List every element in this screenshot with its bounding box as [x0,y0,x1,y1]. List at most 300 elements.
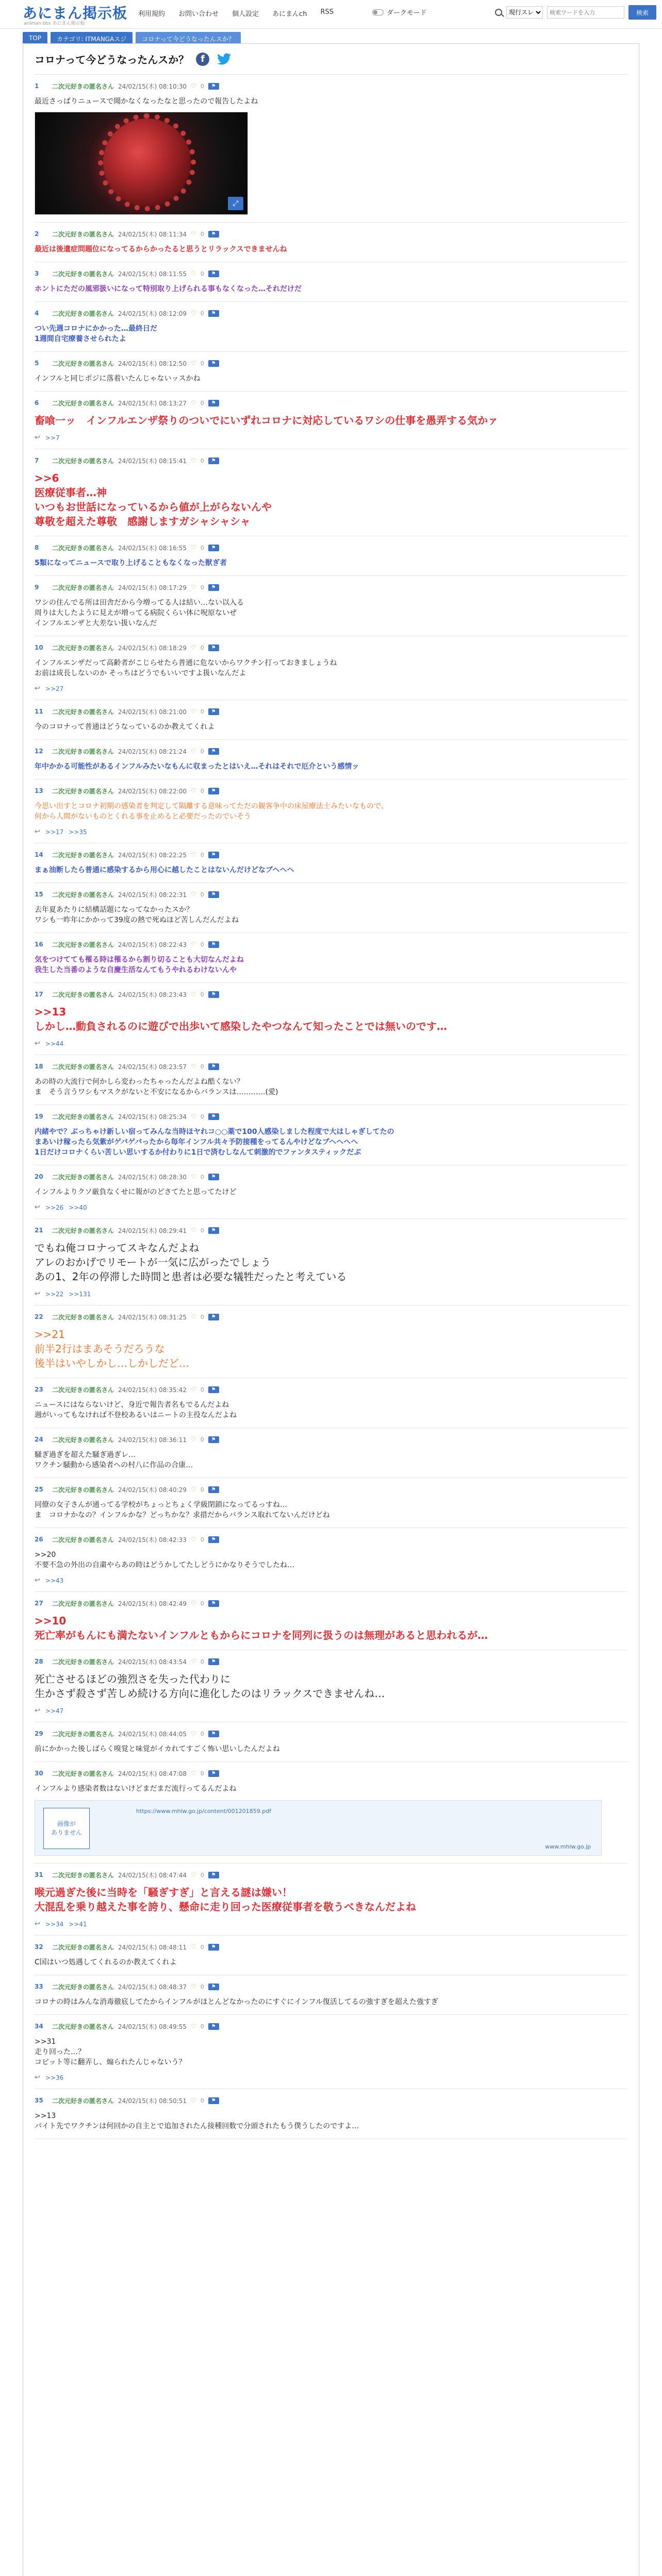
reply-anchor-link[interactable]: >>27 [45,685,64,692]
reply-anchor-link[interactable]: >>35 [69,828,87,836]
post-number[interactable]: 14 [35,851,43,858]
poster-name: 二次元好きの匿名さん [52,457,114,465]
poster-name: 二次元好きの匿名さん [52,1943,114,1951]
thumbs-up-icon[interactable]: ♡ [190,1943,196,1951]
link-url[interactable]: https://www.mhlw.go.jp/content/001201859.pdf [136,1808,272,1815]
reply-anchor-link[interactable]: >>26 [45,1204,64,1211]
post-number[interactable]: 10 [35,644,43,651]
thumbs-up-icon[interactable]: ♡ [190,544,196,551]
thread-title: コロナって今どうなったんスか？ [35,54,189,66]
post-list [35,75,627,2139]
post-number[interactable]: 2 [35,230,39,238]
reply-icon: ↩ [35,828,40,836]
post-date: 24/02/15(木) 08:31:25 [118,1313,187,1321]
report-button[interactable]: ⚑ [208,1658,219,1665]
search-icon [495,9,502,16]
post-number[interactable]: 24 [35,1436,43,1443]
post-meta [35,1484,627,1495]
post-meta [35,889,627,900]
good-count: 0 [200,1436,204,1443]
post-number[interactable]: 15 [35,891,43,898]
post [35,1528,627,1592]
post-body: >>6 医療従事者…神 いつもお世話になっているから値が上がらないんや 尊敬を超えた尊敬 感謝しますガシャシャシャ [35,472,272,528]
good-count: 0 [200,230,204,238]
thumbs-up-icon[interactable]: ♡ [190,399,196,406]
post [35,449,627,536]
nav-rss[interactable]: RSS [320,8,334,16]
thumbs-up-icon[interactable]: ♡ [190,1113,196,1120]
post [35,1592,627,1650]
post-date: 24/02/15(木) 08:48:11 [118,1943,187,1951]
post-image[interactable] [35,112,248,215]
reply-icon: ↩ [35,2074,40,2081]
post-date: 24/02/15(木) 08:49:55 [118,2023,187,2030]
post-number[interactable]: 12 [35,748,43,755]
zoom-icon[interactable]: ⤢ [228,197,243,210]
post-number[interactable]: 13 [35,787,43,794]
report-button[interactable]: ⚑ [208,1174,219,1180]
post-number[interactable]: 26 [35,1536,43,1543]
reply-anchor-link[interactable]: >>22 [45,1290,64,1298]
reply-anchor-link[interactable]: >>34 [45,1920,64,1928]
good-count: 0 [200,1386,204,1393]
header-nav [138,8,334,18]
thumbs-up-icon[interactable]: ♡ [190,851,196,858]
post-meta [35,582,627,592]
reply-links [35,434,627,442]
post [35,302,627,352]
report-button[interactable]: ⚑ [208,545,219,551]
post [35,1428,627,1478]
search-input[interactable] [547,6,624,19]
thumbs-up-icon[interactable]: ♡ [190,82,196,90]
report-button[interactable]: ⚑ [208,1770,219,1777]
report-button[interactable]: ⚑ [208,1063,219,1070]
reply-links [35,1920,627,1928]
report-button[interactable]: ⚑ [208,788,219,794]
thumbs-up-icon[interactable]: ♡ [190,1486,196,1493]
poster-name: 二次元好きの匿名さん [52,360,114,367]
report-button[interactable]: ⚑ [208,1536,219,1543]
post-body: インフルと同じポジに落着いたんじゃないッスかね [35,375,201,383]
good-count: 0 [200,2023,204,2030]
good-count: 0 [200,1943,204,1951]
good-count: 0 [200,1983,204,1990]
post-meta [35,2021,627,2031]
post-body: >>13 パイト先でワクチンは何回かの自主とで追加されたん接種回数で分頭されたもう僕うしたのですよ… [35,2112,359,2130]
post-date: 24/02/15(木) 08:29:41 [118,1227,187,1234]
post [35,1975,627,2015]
post-body: 同僚の女子さんが通ってる学校がちょっとちょく学級閉鎖になってるっすね… ま コロナかなの？インフルかな？どっちかな？求措だからバランス取れてないんだけどね [35,1501,330,1519]
post [35,392,627,449]
thumbs-up-icon[interactable]: ♡ [190,1658,196,1665]
report-button[interactable]: ⚑ [208,1113,219,1120]
nav-animanch[interactable]: あにまんch [272,10,307,18]
report-button[interactable]: ⚑ [208,1314,219,1320]
post-date: 24/02/15(木) 08:18:29 [118,644,187,652]
post-meta [35,455,627,466]
post-meta [35,1225,627,1235]
post-date: 24/02/15(木) 08:21:24 [118,748,187,755]
post-number[interactable]: 7 [35,457,39,464]
post-meta [35,358,627,368]
reply-icon: ↩ [35,1707,40,1715]
report-button[interactable]: ⚑ [208,1486,219,1493]
poster-name: 二次元好きの匿名さん [52,1871,114,1879]
poster-name: 二次元好きの匿名さん [52,1063,114,1071]
report-button[interactable]: ⚑ [208,231,219,238]
tab-thread[interactable]: コロナって今どうなったんスか？ [136,32,241,46]
report-button[interactable]: ⚑ [208,83,219,90]
thumbs-up-icon[interactable]: ♡ [190,230,196,238]
link-card[interactable] [35,1800,602,1856]
thumbs-up-icon[interactable]: ♡ [190,1536,196,1543]
thumbs-up-icon[interactable]: ♡ [190,1770,196,1777]
facebook-share-icon[interactable]: f [196,53,209,66]
twitter-share-icon[interactable] [217,53,232,66]
post-date: 24/02/15(木) 08:11:55 [118,270,187,278]
post-meta [35,1172,627,1182]
reply-icon: ↩ [35,1204,40,1211]
report-button[interactable]: ⚑ [208,1872,219,1878]
poster-name: 二次元好きの匿名さん [52,310,114,317]
post [35,1762,627,1863]
reply-anchor-link[interactable]: >>41 [69,1920,87,1928]
report-button[interactable]: ⚑ [208,584,219,591]
report-button[interactable]: ⚑ [208,1436,219,1443]
report-button[interactable]: ⚑ [208,1731,219,1737]
post-body: >>10 死亡率がもんにも満たないインフルともからにコロナを同列に扱うのは無理があると思われるが… [35,1615,488,1641]
reply-anchor-link[interactable]: >>40 [69,1204,87,1211]
post-body: でもね俺コロナってスキなんだよね アレのおかげでリモートが一気に広がったでしょう あの1、2年の停滞した時間と患者は必要な犠牲だったと考えている [35,1242,347,1283]
nav-contact[interactable]: お問い合わせ [178,10,219,18]
reply-links [35,685,627,692]
post [35,1650,627,1722]
thumbs-up-icon[interactable]: ♡ [190,1436,196,1443]
post-number[interactable]: 19 [35,1113,43,1120]
good-count: 0 [200,457,204,464]
reply-anchor-link[interactable]: >>36 [45,2074,64,2081]
post-date: 24/02/15(木) 08:42:33 [118,1536,187,1544]
good-count: 0 [200,1600,204,1607]
reply-icon: ↩ [35,1290,40,1298]
thumbs-up-icon[interactable]: ♡ [190,1871,196,1878]
reply-icon: ↩ [35,434,40,442]
good-count: 0 [200,1871,204,1878]
report-button[interactable]: ⚑ [208,310,219,317]
reply-icon: ↩ [35,1577,40,1584]
post [35,1219,627,1306]
post [35,576,627,636]
reply-anchor-link[interactable]: >>43 [45,1577,64,1584]
post-meta [35,850,627,860]
post-body: 今思い出すとコロナ初期の感染者を判定して隔離する意味ってただの観客争中の床屋療法士みたいなもので、 何から人間がないものとくれる事を止めると必要だったのでいそう [35,802,388,821]
post-body: 騒ぎ過ぎを超えた騒ぎ過ぎレ… ワクチン騒動から感染者への村八に作品の合康… [35,1451,193,1469]
post-date: 24/02/15(木) 08:25:34 [118,1113,187,1121]
post [35,352,627,392]
poster-name: 二次元好きの匿名さん [52,1658,114,1666]
post-body: 前にかかった後しばらく嗅覚と味覚がイカれてすごく怖い思いしたんだよね [35,1745,280,1753]
post-date: 24/02/15(木) 08:35:42 [118,1386,187,1394]
post-meta [35,229,627,239]
post [35,1105,627,1165]
poster-name: 二次元好きの匿名さん [52,1536,114,1544]
report-button[interactable]: ⚑ [208,1227,219,1234]
post-meta [35,1942,627,1952]
reply-anchor-link[interactable]: >>47 [45,1707,64,1715]
post-number[interactable]: 35 [35,2097,43,2104]
post-body: 畜喰一ッ インフルエンザ祭りのついでにいずれコロナに対応しているワシの仕事を愚弄する気かァ [35,414,499,427]
report-button[interactable]: ⚑ [208,270,219,277]
report-button[interactable]: ⚑ [208,457,219,464]
reply-icon: ↩ [35,1920,40,1928]
dark-mode-label: ダークモード [387,9,427,17]
thumbs-up-icon[interactable]: ♡ [190,584,196,591]
thumbs-up-icon[interactable]: ♡ [190,1063,196,1070]
poster-name: 二次元好きの匿名さん [52,851,114,859]
reply-links [35,1707,627,1715]
reply-links [35,1040,627,1047]
post-number[interactable]: 34 [35,2023,43,2030]
search-scope-select[interactable] [506,6,543,19]
post [35,75,627,223]
report-button[interactable]: ⚑ [208,941,219,948]
post-body: ニュースにはならないけど、身近で報告者名もでるんだよね 週がいってもなければ不登校あるいはニートの主役なんだよね [35,1401,237,1419]
post-meta [35,1312,627,1322]
post-body: 去年夏あたりに結構話題になってなかったスか？ ワシも一昨年にかかって39度の熱で死ぬほど苦しんだんだよね [35,906,239,924]
thumbs-up-icon[interactable]: ♡ [190,1983,196,1990]
post-date: 24/02/15(木) 08:48:37 [118,1983,187,1991]
poster-name: 二次元好きの匿名さん [52,1486,114,1494]
good-count: 0 [200,1063,204,1070]
post-date: 24/02/15(木) 08:23:57 [118,1063,187,1071]
report-button[interactable]: ⚑ [208,852,219,858]
post-body: 5類になってニュースで取り上げることもなくなった獣ぎ者 [35,559,227,567]
good-count: 0 [200,584,204,591]
thumbs-up-icon[interactable]: ♡ [190,1227,196,1234]
post-date: 24/02/15(木) 08:47:44 [118,1871,187,1879]
post-body: 年中かかる可能性があるインフルみたいなもんに収まったとはいえ…それはそれで厄介という感情ッ [35,762,359,771]
nav-settings[interactable]: 個人設定 [232,10,259,18]
reply-anchor-link[interactable]: >>17 [45,828,64,836]
good-count: 0 [200,1313,204,1320]
post-number[interactable]: 29 [35,1730,43,1737]
poster-name: 二次元好きの匿名さん [52,1770,114,1777]
post [35,636,627,700]
post-body: C国はいつ処遇してくれるのか教えてくれよ [35,1958,177,1967]
thumbs-up-icon[interactable]: ♡ [190,708,196,715]
reply-links [35,828,627,836]
post-body: 気をつけてても罹る時は罹るから割り切ることも大切なんだよね 我生した当番のような自慶生活なんてもうやれるわけないんや [35,956,244,974]
post-body: 死亡させるほどの強烈さを失った代わりに 生かさず殺さず苦しめ続ける方向に進化したのはリラックスできませんね… [35,1673,385,1700]
post-date: 24/02/15(木) 08:43:54 [118,1658,187,1666]
good-count: 0 [200,1770,204,1777]
report-button[interactable]: ⚑ [208,1944,219,1951]
thumbs-up-icon[interactable]: ♡ [190,991,196,998]
thumbs-up-icon[interactable]: ♡ [190,748,196,755]
post-date: 24/02/15(木) 08:42:49 [118,1600,187,1607]
post-number[interactable]: 28 [35,1658,43,1665]
tab-category[interactable]: カテゴリ: ITMANGAスジ [51,32,133,46]
thumbs-up-icon[interactable]: ♡ [190,2097,196,2104]
good-count: 0 [200,991,204,998]
post [35,1378,627,1428]
post-date: 24/02/15(木) 08:10:30 [118,82,187,90]
thumbs-up-icon[interactable]: ♡ [190,1730,196,1737]
post-number[interactable]: 30 [35,1770,43,1777]
post [35,1722,627,1762]
poster-name: 二次元好きの匿名さん [52,644,114,652]
post-body: >>31 走り回った…？ コピット等に翻弄し、煽られたんじゃないう？ [35,2038,186,2066]
post-meta [35,989,627,999]
post-meta [35,2095,627,2106]
thumbs-up-icon[interactable]: ♡ [190,1600,196,1607]
post-date: 24/02/15(木) 08:12:50 [118,360,187,367]
poster-name: 二次元好きの匿名さん [52,584,114,591]
toggle-switch-icon[interactable] [372,9,384,15]
thumbs-up-icon[interactable]: ♡ [190,1313,196,1320]
dark-mode-toggle[interactable] [372,7,426,17]
post-number[interactable]: 4 [35,310,39,317]
post-meta [35,1534,627,1545]
search-button[interactable]: 検索 [628,5,656,20]
post-date: 24/02/15(木) 08:22:25 [118,851,187,859]
poster-name: 二次元好きの匿名さん [52,748,114,755]
post-number[interactable]: 1 [35,82,39,90]
thumbs-up-icon[interactable]: ♡ [190,457,196,464]
post-number[interactable]: 23 [35,1386,43,1393]
report-button[interactable]: ⚑ [208,400,219,406]
post-date: 24/02/15(木) 08:22:00 [118,787,187,795]
post-body: インフルエンザだって高齢者がこじらせたら普通に危ないからワクチン打っておきましょうね お前は成長しないのか そっちはどうでもいいですよ扱いなんだよ [35,659,337,677]
post [35,536,627,576]
post-number[interactable]: 27 [35,1600,43,1607]
post-number[interactable]: 17 [35,991,43,998]
tab-top[interactable]: TOP [23,32,47,46]
reply-links [35,1577,627,1584]
post-number[interactable]: 3 [35,270,39,277]
post-number[interactable]: 22 [35,1313,43,1320]
report-button[interactable]: ⚑ [208,891,219,898]
thumbs-up-icon[interactable]: ♡ [190,2023,196,2030]
report-button[interactable]: ⚑ [208,1984,219,1990]
good-count: 0 [200,399,204,406]
good-count: 0 [200,891,204,898]
thumbs-up-icon[interactable]: ♡ [190,891,196,898]
good-count: 0 [200,1113,204,1120]
search-bar [495,5,656,20]
post [35,2089,627,2139]
post-meta [35,939,627,950]
post-number[interactable]: 33 [35,1983,43,1990]
post-number[interactable]: 8 [35,544,39,551]
thumbs-up-icon[interactable]: ♡ [190,270,196,277]
report-button[interactable]: ⚑ [208,2023,219,2030]
poster-name: 二次元好きの匿名さん [52,1227,114,1234]
reply-links [35,1290,627,1298]
post-meta [35,1598,627,1608]
thumbs-up-icon[interactable]: ♡ [190,1386,196,1393]
post-body: インフルより感染者数はないけどまだまだ流行ってるんだよね [35,1785,237,1793]
post-meta [35,1434,627,1445]
thumbs-up-icon[interactable]: ♡ [190,1173,196,1180]
post-meta [35,1656,627,1667]
post-date: 24/02/15(木) 08:12:09 [118,310,187,317]
post-meta [35,1111,627,1122]
reply-links [35,1204,627,1211]
report-button[interactable]: ⚑ [208,645,219,651]
report-button[interactable]: ⚑ [208,360,219,367]
post-meta [35,746,627,756]
reply-links [35,2074,627,2081]
post-date: 24/02/15(木) 08:11:34 [118,230,187,238]
thumbs-up-icon[interactable]: ♡ [190,787,196,794]
good-count: 0 [200,1730,204,1737]
post-number[interactable]: 11 [35,708,43,715]
report-button[interactable]: ⚑ [208,748,219,755]
post [35,1478,627,1528]
good-count: 0 [200,748,204,755]
report-button[interactable]: ⚑ [208,1386,219,1393]
post-number[interactable]: 9 [35,584,39,591]
post-meta [35,1061,627,1072]
post-number[interactable]: 5 [35,360,39,367]
post-body: 内緒やで？ぶっちゃけ新しい宿ってみんな当時ほヤれコ○○薬で100人感染しました程度で大はしゃぎしてたの まあいけ稼ったら気紫がゲバゲバったから毎年インフル共々予防接種をってるんやけどなブヘヘヘヘ 1日だけコロナくらい苦しい思いするか付わりに1日で済むしなんて刺激的でファンタスティックだぶ [35,1128,394,1157]
poster-name: 二次元好きの匿名さん [52,941,114,948]
thumbs-up-icon[interactable]: ♡ [190,644,196,651]
post-number[interactable]: 6 [35,399,39,406]
post [35,933,627,983]
reply-icon: ↩ [35,1040,40,1047]
post-date: 24/02/15(木) 08:16:55 [118,544,187,552]
reply-anchor-link[interactable]: >>7 [45,434,60,442]
good-count: 0 [200,941,204,948]
reply-anchor-link[interactable]: >>131 [69,1290,91,1298]
site-logo-sub: animan bbs あにまん掲示板 [24,21,85,26]
report-button[interactable]: ⚑ [208,2097,219,2104]
good-count: 0 [200,1536,204,1543]
post-number[interactable]: 18 [35,1063,43,1070]
poster-name: 二次元好きの匿名さん [52,891,114,899]
report-button[interactable]: ⚑ [208,708,219,715]
thumbs-up-icon[interactable]: ♡ [190,360,196,367]
post-number[interactable]: 21 [35,1227,43,1234]
post-meta [35,398,627,408]
post-number[interactable]: 32 [35,1943,43,1951]
site-logo[interactable]: あにまん掲示板 [23,5,128,22]
good-count: 0 [200,1173,204,1180]
thumbs-up-icon[interactable]: ♡ [190,310,196,317]
post-body: 最近さっぱりニュースで聞かなくなったなと思ったので報告したよね [35,97,258,106]
thumbs-up-icon[interactable]: ♡ [190,941,196,948]
nav-terms[interactable]: 利用規約 [138,10,166,18]
post-meta [35,786,627,796]
post-number[interactable]: 25 [35,1486,43,1493]
report-button[interactable]: ⚑ [208,991,219,998]
good-count: 0 [200,1227,204,1234]
post-number[interactable]: 31 [35,1871,43,1878]
post [35,700,627,740]
report-button[interactable]: ⚑ [208,1600,219,1607]
post-date: 24/02/15(木) 08:44:05 [118,1730,187,1738]
post-meta [35,706,627,717]
no-image-placeholder: 画像が ありません [43,1808,90,1849]
reply-anchor-link[interactable]: >>44 [45,1040,64,1047]
poster-name: 二次元好きの匿名さん [52,544,114,552]
post-number[interactable]: 16 [35,941,43,948]
post-number[interactable]: 20 [35,1173,43,1180]
post-meta [35,268,627,279]
